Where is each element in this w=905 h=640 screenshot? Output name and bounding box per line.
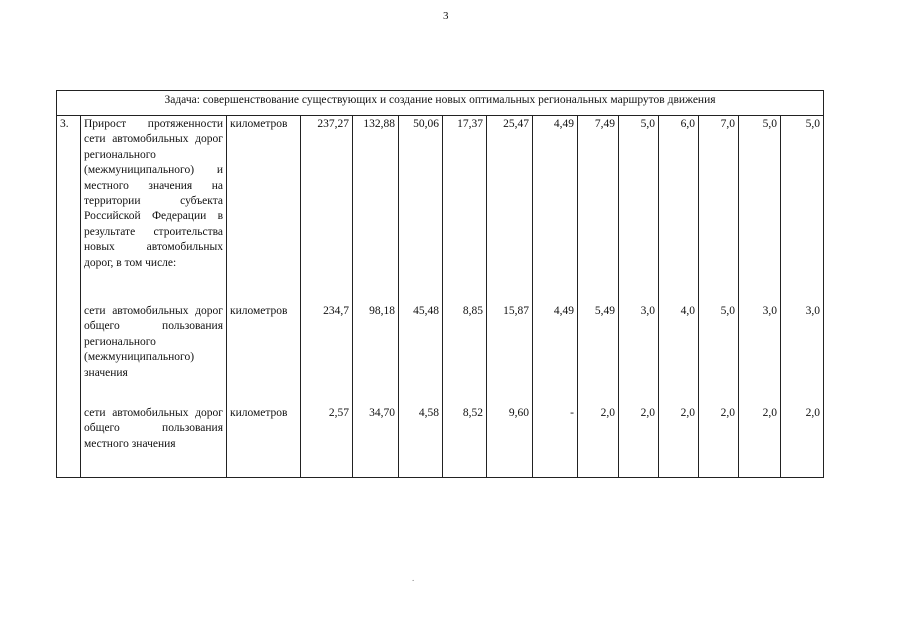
row-index: 3. xyxy=(57,116,81,304)
row-index xyxy=(57,303,81,405)
value-cell: 237,27 xyxy=(301,116,353,304)
value-cell: 25,47 xyxy=(487,116,533,304)
value-cell: 15,87 xyxy=(487,303,533,405)
value-cell: 2,0 xyxy=(739,405,781,478)
value-cell: 3,0 xyxy=(781,303,824,405)
value-cell: 5,49 xyxy=(578,303,619,405)
value-cell: 2,0 xyxy=(699,405,739,478)
task-header: Задача: совершенствование существующих и создание новых оптимальных региональных маршрутов движения xyxy=(57,91,824,116)
indicator-name: Прирост протяженности сети автомобильных дорог регионального (межмуниципального) и местного значения на территории субъекта Российской Федерации в результате строительства новых автомобильных дорог, в том числе: xyxy=(81,116,227,304)
page-number: 3 xyxy=(443,10,449,22)
value-cell: 132,88 xyxy=(353,116,399,304)
value-cell: 2,0 xyxy=(619,405,659,478)
value-cell: 4,0 xyxy=(659,303,699,405)
table-row xyxy=(57,303,824,405)
unit-cell: километров xyxy=(227,303,301,405)
value-cell: 7,49 xyxy=(578,116,619,304)
row-index xyxy=(57,405,81,478)
value-cell: 2,0 xyxy=(659,405,699,478)
value-cell: 8,52 xyxy=(443,405,487,478)
value-cell: 8,85 xyxy=(443,303,487,405)
value-cell: 2,57 xyxy=(301,405,353,478)
unit-cell: километров xyxy=(227,405,301,478)
value-cell: 3,0 xyxy=(619,303,659,405)
indicators-table xyxy=(56,90,824,478)
scan-speck: . xyxy=(412,573,415,583)
value-cell: 17,37 xyxy=(443,116,487,304)
value-cell: 4,49 xyxy=(533,116,578,304)
value-cell: 5,0 xyxy=(739,116,781,304)
indicator-name: сети автомобильных дорог общего пользования регионального (межмуниципального) значения xyxy=(81,303,227,405)
value-cell: 2,0 xyxy=(781,405,824,478)
value-cell: 4,49 xyxy=(533,303,578,405)
value-cell: 98,18 xyxy=(353,303,399,405)
value-cell: 7,0 xyxy=(699,116,739,304)
indicator-name: сети автомобильных дорог общего пользования местного значения xyxy=(81,405,227,478)
value-cell: 5,0 xyxy=(699,303,739,405)
value-cell: 4,58 xyxy=(399,405,443,478)
task-header-row xyxy=(57,91,824,116)
value-cell: 34,70 xyxy=(353,405,399,478)
value-cell: 45,48 xyxy=(399,303,443,405)
value-cell: 3,0 xyxy=(739,303,781,405)
value-cell: 6,0 xyxy=(659,116,699,304)
value-cell: 9,60 xyxy=(487,405,533,478)
value-cell: 2,0 xyxy=(578,405,619,478)
value-cell: 234,7 xyxy=(301,303,353,405)
value-cell: - xyxy=(533,405,578,478)
value-cell: 50,06 xyxy=(399,116,443,304)
table-row xyxy=(57,116,824,304)
value-cell: 5,0 xyxy=(781,116,824,304)
value-cell: 5,0 xyxy=(619,116,659,304)
table-row xyxy=(57,405,824,478)
unit-cell: километров xyxy=(227,116,301,304)
